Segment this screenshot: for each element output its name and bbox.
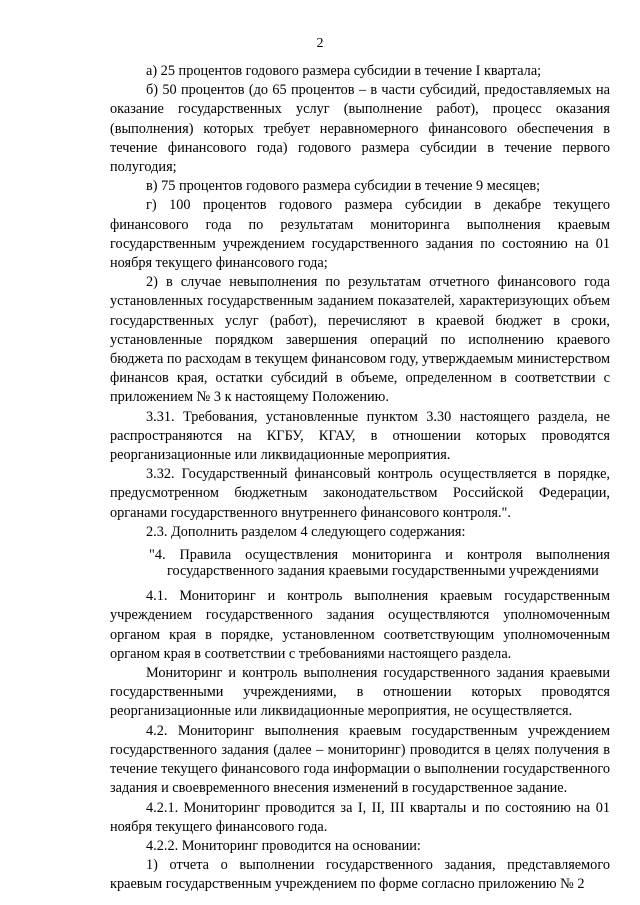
paragraph-item-2: 2) в случае невыполнения по результатам отчетного финансового года установленных государственным заданием показателей, характеризующих объем государственных услуг (работ), перечисляют в краевой бюджет в сроки, установленные порядком завершения операций по исполнению краевого бюджета по расходам в текущем финансовом году, утверждаемым министерством финансов края, остатки субсидий в объеме, определенном в соответствии с приложением № 3 к настоящему Положению. — [110, 274, 610, 406]
paragraph-item-a: а) 25 процентов годового размера субсидии в течение I квартала; — [146, 63, 542, 79]
paragraph-4-2: 4.2. Мониторинг выполнения краевым государственным учреждением государственного задания (далее – мониторинг) проводится в целях получения в течение текущего финансового года информации о выполнении государственного задания и своевременного внесения изменений в государственное задание. — [110, 722, 610, 797]
paragraph-4-1: 4.1. Мониторинг и контроль выполнения краевым государственным учреждением государственного задания осуществляются уполномоченным органом края в порядке, установленном соответствующим уполномоченным органом края в соответствии с требованиями настоящего раздела. — [110, 588, 610, 662]
paragraph-4-2-2-item-1: 1) отчета о выполнении государственного задания, представляемого краевым государственным учреждением по форме согласно приложению № 2 — [110, 857, 610, 893]
section-4-heading: "4. Правила осуществления мониторинга и контроля выполнения государственного задания краевыми государственными учреждениями — [149, 547, 610, 579]
paragraph-4-1-note: Мониторинг и контроль выполнения государственного задания краевыми государственными учреждениями, в отношении которых проводятся реорганизационные или ликвидационные мероприятия, не осуществляется. — [110, 665, 610, 720]
paragraph-4-2-1: 4.2.1. Мониторинг проводится за I, II, III кварталы и по состоянию на 01 ноября текущего финансового года. — [110, 799, 610, 835]
paragraph-3-31: 3.31. Требования, установленные пунктом 3.30 настоящего раздела, не распространяются на КГБУ, КГАУ, в отношении которых проводятся реорганизационные или ликвидационные мероприятия. — [110, 408, 610, 464]
paragraph-item-g: г) 100 процентов годового размера субсидии в декабре текущего финансового года по результатам мониторинга выполнения краевым государственным учреждением государственного задания по состоянию на 01 ноября текущего финансового года; — [110, 197, 610, 272]
paragraph-3-32: 3.32. Государственный финансовый контроль осуществляется в порядке, предусмотренном бюджетным законодательством Российской Федерации, органами государственного внутреннего финансового контроля.". — [110, 466, 610, 521]
paragraph-2-3: 2.3. Дополнить разделом 4 следующего содержания: — [146, 523, 466, 540]
paragraph-item-b: б) 50 процентов (до 65 процентов – в части субсидий, предоставляемых на оказание государственных услуг (выполнение работ), процесс оказания (выполнения) которых требует неравномерного финансового обеспечения в течение финансового года) годового размера субсидии в течение первого полугодия; — [110, 82, 610, 176]
page-number: 2 — [316, 36, 324, 51]
paragraph-item-v: в) 75 процентов годового размера субсидии в течение 9 месяцев; — [146, 178, 541, 195]
paragraph-4-2-2: 4.2.2. Мониторинг проводится на основании: — [146, 837, 421, 854]
document-body — [110, 62, 610, 895]
